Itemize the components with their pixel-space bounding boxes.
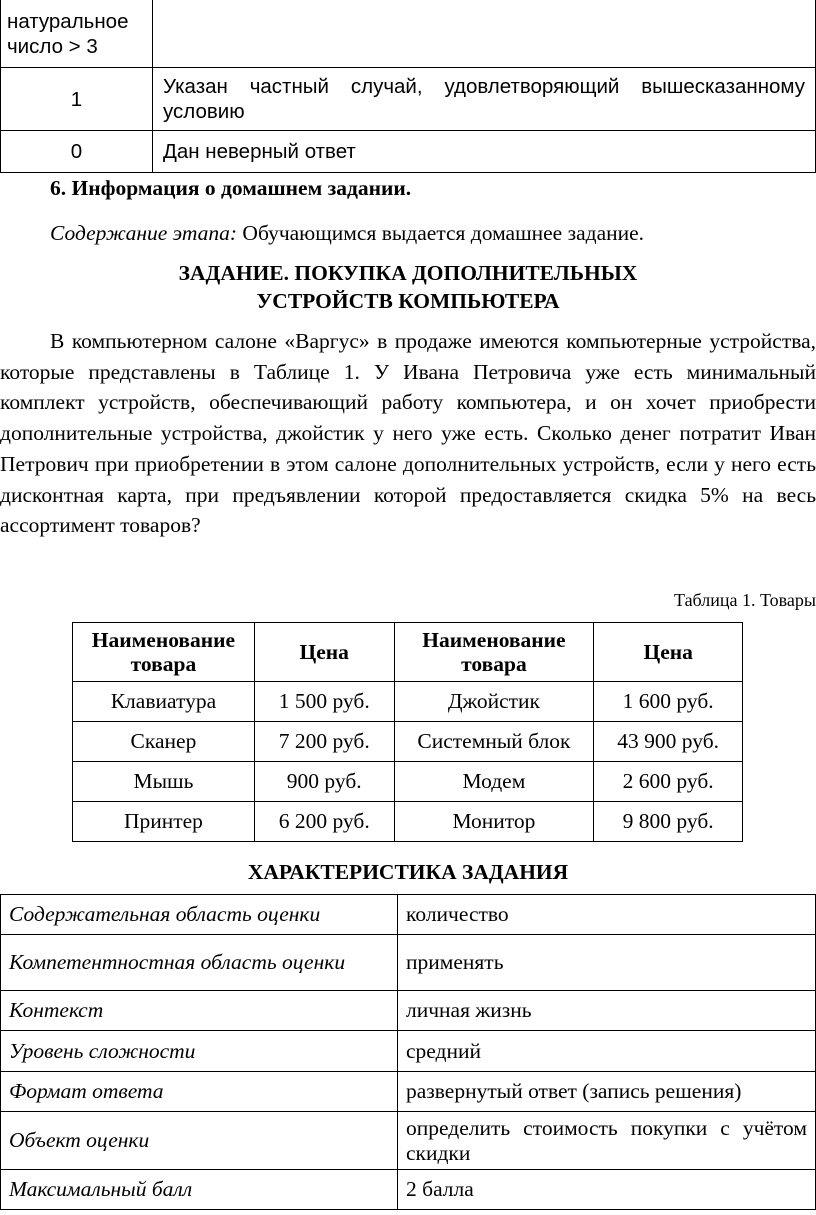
grading-description: Указан частный случай, удовлетворяющий вышесказанному условию bbox=[153, 68, 816, 131]
product-price: 43 900 руб. bbox=[594, 722, 743, 762]
characteristic-row bbox=[1, 1031, 816, 1072]
product-price: 7 200 руб. bbox=[254, 722, 394, 762]
task-title-line-2: УСТРОЙСТВ КОМПЬЮТЕРА bbox=[256, 289, 560, 313]
grading-score: 1 bbox=[1, 68, 153, 131]
characteristics-title: ХАРАКТЕРИСТИКА ЗАДАНИЯ bbox=[247, 860, 569, 884]
characteristic-value: определить стоимость покупки с учётом скидки bbox=[398, 1112, 816, 1170]
characteristic-value: 2 балла bbox=[398, 1170, 816, 1210]
characteristic-row bbox=[1, 1170, 816, 1210]
characteristic-row bbox=[1, 1112, 816, 1170]
characteristic-key: Формат ответа bbox=[1, 1072, 398, 1112]
grading-row bbox=[1, 0, 816, 68]
grading-row bbox=[1, 131, 816, 173]
characteristic-row bbox=[1, 991, 816, 1031]
characteristic-value: личная жизнь bbox=[398, 991, 816, 1031]
product-name: Мышь bbox=[73, 762, 255, 802]
grading-score: натуральное число > 3 bbox=[1, 0, 153, 68]
header-price: Цена bbox=[254, 623, 394, 682]
grading-description: Дан неверный ответ bbox=[153, 131, 816, 173]
product-price: 2 600 руб. bbox=[594, 762, 743, 802]
goods-row bbox=[73, 762, 743, 802]
product-name: Джойстик bbox=[394, 682, 594, 722]
section-heading: 6. Информация о домашнем задании. bbox=[50, 176, 412, 200]
product-name: Монитор bbox=[394, 802, 594, 842]
stage-text: Обучающимся выдается домашнее задание. bbox=[237, 221, 645, 245]
stage-label: Содержание этапа: bbox=[50, 221, 238, 245]
characteristic-key: Компетентностная область оценки bbox=[1, 935, 398, 991]
table-caption: Таблица 1. Товары bbox=[674, 590, 816, 610]
characteristic-value: развернутый ответ (запись решения) bbox=[398, 1072, 816, 1112]
goods-row bbox=[73, 722, 743, 762]
characteristic-value: количество bbox=[398, 895, 816, 935]
product-name: Модем bbox=[394, 762, 594, 802]
characteristic-value: средний bbox=[398, 1031, 816, 1072]
product-price: 1 600 руб. bbox=[594, 682, 743, 722]
header-product-name: Наименование товара bbox=[73, 623, 255, 682]
header-product-name: Наименование товара bbox=[394, 623, 594, 682]
characteristic-key: Уровень сложности bbox=[1, 1031, 398, 1072]
grading-table bbox=[0, 0, 816, 173]
characteristics-table bbox=[0, 894, 816, 1210]
grading-score: 0 bbox=[1, 131, 153, 173]
header-price: Цена bbox=[594, 623, 743, 682]
characteristic-key: Содержательная область оценки bbox=[1, 895, 398, 935]
stage-content bbox=[50, 221, 816, 246]
task-title-line-1: ЗАДАНИЕ. ПОКУПКА ДОПОЛНИТЕЛЬНЫХ bbox=[178, 261, 638, 285]
characteristic-row bbox=[1, 895, 816, 935]
product-price: 900 руб. bbox=[254, 762, 394, 802]
characteristic-row bbox=[1, 935, 816, 991]
product-name: Клавиатура bbox=[73, 682, 255, 722]
product-name: Системный блок bbox=[394, 722, 594, 762]
task-paragraph: В компьютерном салоне «Варгус» в продаже имеются компьютерные устройства, которые представлены в Таблице 1. У Ивана Петровича уже есть минимальный комплект устройств, обеспечивающий работу компьютера, и он хочет приобрести дополнительные устройства, джойстик у него уже есть. Сколько денег потратит Иван Петрович при приобретении в этом салоне дополнительных устройств, если у него есть дисконтная карта, при предъявлении которой предоставляется скидка 5% на весь ассортимент товаров? bbox=[0, 329, 816, 538]
product-price: 1 500 руб. bbox=[254, 682, 394, 722]
product-name: Принтер bbox=[73, 802, 255, 842]
product-price: 6 200 руб. bbox=[254, 802, 394, 842]
grading-row bbox=[1, 68, 816, 131]
characteristic-key: Объект оценки bbox=[1, 1112, 398, 1170]
characteristic-row bbox=[1, 1072, 816, 1112]
goods-table bbox=[72, 622, 743, 842]
grading-description bbox=[153, 0, 816, 68]
goods-row bbox=[73, 682, 743, 722]
characteristic-value: применять bbox=[398, 935, 816, 991]
product-name: Сканер bbox=[73, 722, 255, 762]
product-price: 9 800 руб. bbox=[594, 802, 743, 842]
characteristic-key: Максимальный балл bbox=[1, 1170, 398, 1210]
goods-row bbox=[73, 802, 743, 842]
characteristic-key: Контекст bbox=[1, 991, 398, 1031]
goods-header-row bbox=[73, 623, 743, 682]
